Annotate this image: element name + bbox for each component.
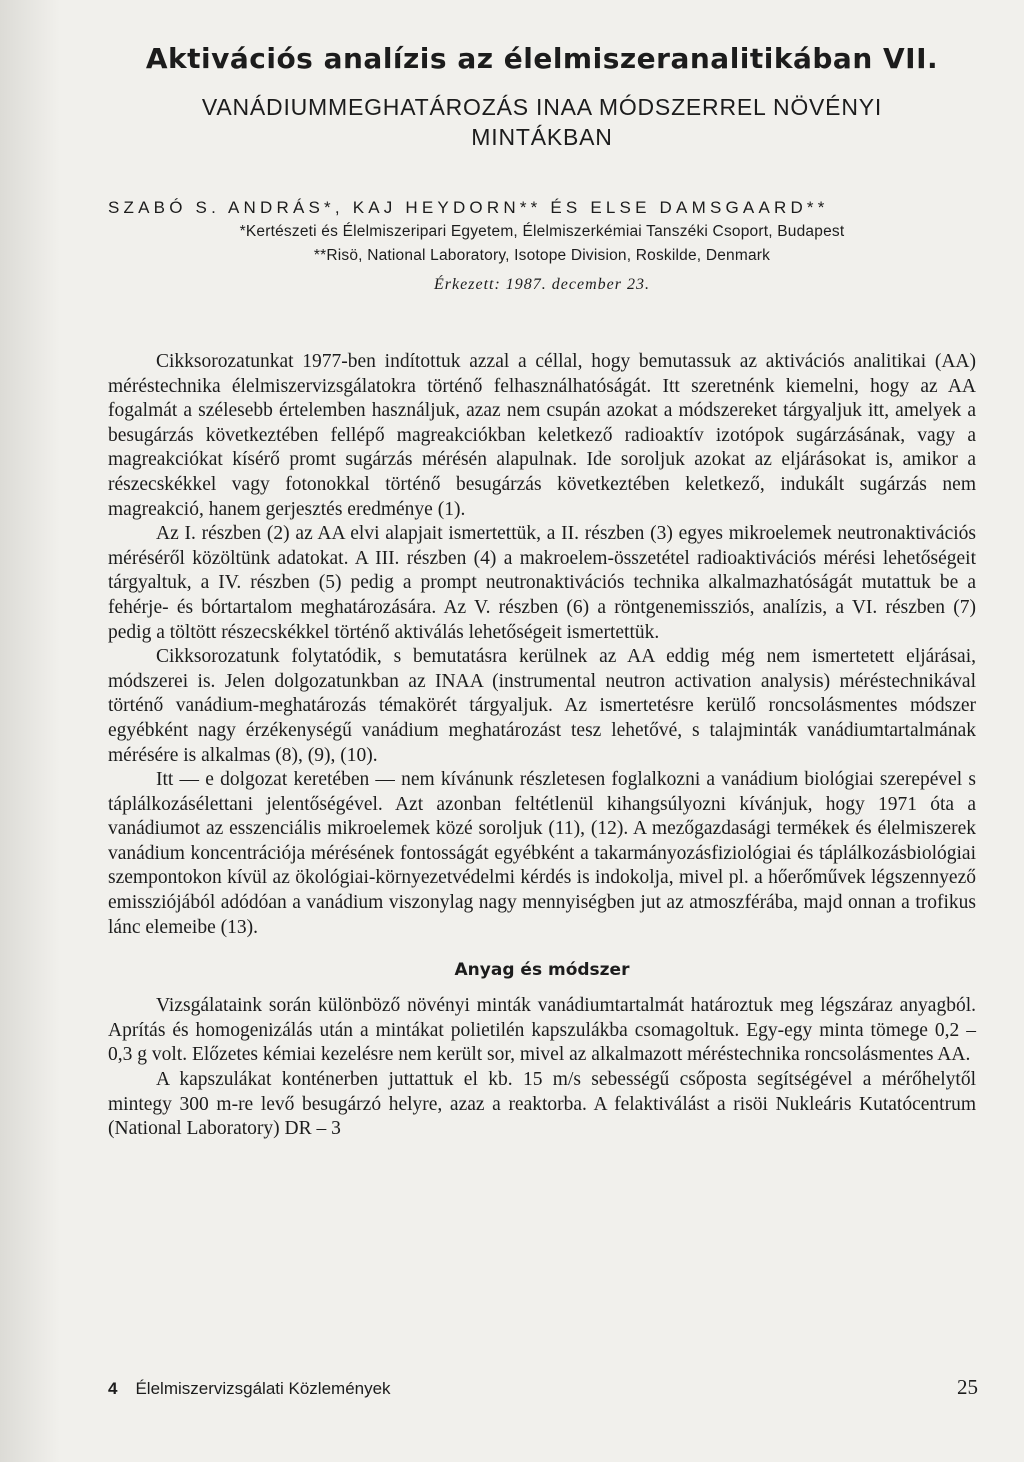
journal-name: Élelmiszervizsgálati Közlemények: [135, 1379, 391, 1398]
author-list: SZABÓ S. ANDRÁS*, KAJ HEYDORN** ÉS ELSE DAMSGAARD**: [108, 198, 829, 217]
paragraph: Cikksorozatunk folytatódik, s bemutatásra kerülnek az AA eddig még nem ismertetett eljárásai, módszerei is. Jelen dolgozatunkban az INAA (instrumental neutron activation analysis) méréstechnikával történő vanádium-meghatározás témakörét tárgyaljuk. Az ismertetésre kerülő roncsolásmentes módszer egyébként nagy érzékenységű vanádium meghatározást tesz lehetővé, s talajminták vanádiumtartalmának mérésére is alkalmas (8), (9), (10).: [108, 646, 976, 766]
paragraph: Itt — e dolgozat keretében — nem kívánunk részletesen foglalkozni a vanádium biológiai szerepével s táplálkozásélettani jelentőségével. Azt azonban feltétlenül kihangsúlyozni kívánjuk, hogy 1971 óta a vanádiumot az esszenciális mikroelemek közé soroljuk (11), (12). A mezőgazdasági termékek és élelmiszerek vanádium koncentrációja mérésének fontosságát egyébként a takarmányozásfiziológiai és táplálkozásbiológiai szempontokon kívül az ökológiai-környezetvédelmi kérdés is indokolja, mivel pl. a hőerőművek légszennyező emissziójából adódóan a vanádium viszonylag nagy mennyiségben jut az atmoszférába, majd onnan a trofikus lánc elemeibe (13).: [108, 769, 976, 938]
issue-number: 4: [108, 1379, 118, 1398]
subtitle-line: VANÁDIUMMEGHATÁROZÁS INAA MÓDSZERREL NÖVÉNYI: [201, 94, 883, 120]
article-subtitle: [108, 92, 976, 152]
article: [108, 40, 976, 1142]
article-title: Aktivációs analízis az élelmiszeranalitikában VII.: [145, 42, 939, 75]
paragraph: Cikksorozatunkat 1977-ben indítottuk azzal a céllal, hogy bemutassuk az aktivációs analitikai (AA) méréstechnika élelmiszervizsgálatokra történő felhasználhatóságát. Itt szeretnénk kiemelni, hogy az AA fogalmát a szélesebb értelemben használjuk, azaz nem csupán azokat a módszereket tárgyaljuk itt, amelyek a besugárzás következtében fellépő magreakciókban keletkező radioaktív izotópok sugárzásának, vagy a magreakciókat kísérő promt sugárzás mérésén alapulnak. Ide soroljuk azokat az eljárásokat is, amikor a részecskékkel vagy fotonokkal történő besugárzás következtében keletkező, indukált sugárzás nem magreakció, hanem gerjesztés eredménye (1).: [108, 351, 976, 520]
section-heading: Anyag és módszer: [454, 960, 630, 981]
received-date: Érkezett: 1987. december 23.: [434, 276, 650, 293]
affiliation: *Kertészeti és Élelmiszeripari Egyetem, Élelmiszerkémiai Tanszéki Csoport, Budapest: [239, 223, 845, 240]
subtitle-line: MINTÁKBAN: [471, 124, 613, 150]
paragraph: Az I. részben (2) az AA elvi alapjait ismertettük, a II. részben (3) egyes mikroelemek neutronaktivációs méréséről közöltünk adatokat. A III. részben (4) a makroelem-összetétel radioaktivációs mérési lehetőségeit tárgyaltuk, a IV. részben (5) pedig a prompt neutronaktivációs technika alkalmazhatóságát mutattuk be a fehérje- és bórtartalom meghatározására. Az V. részben (6) a röntgenemissziós, analízis, a VI. részben (7) pedig a töltött részecskékkel történő aktiválás lehetőségeit ismertettük.: [108, 523, 976, 643]
paragraph: Vizsgálataink során különböző növényi minták vanádiumtartalmát határoztuk meg légszáraz anyagból. Aprítás és homogenizálás után a mintákat polietilén kapszulákba csomagoltuk. Egy-egy minta tömege 0,2 – 0,3 g volt. Előzetes kémiai kezelésre nem került sor, mivel az alkalmazott méréstechnika roncsolásmentes AA.: [108, 995, 976, 1066]
article-body: [108, 350, 976, 1142]
footer-journal: [108, 1379, 391, 1399]
page-footer: [108, 1375, 978, 1400]
page-number: 25: [957, 1375, 978, 1399]
page-edge-shadow: [0, 0, 60, 1462]
affiliation: **Risö, National Laboratory, Isotope Division, Roskilde, Denmark: [313, 247, 771, 264]
paragraph: A kapszulákat konténerben juttattuk el kb. 15 m/s sebességű csőposta segítségével a mérőhelytől mintegy 300 m-re levő besugárzó helyre, azaz a reaktorba. A felaktiválást a risöi Nukleáris Kutatócentrum (National Laboratory) DR – 3: [108, 1069, 976, 1140]
